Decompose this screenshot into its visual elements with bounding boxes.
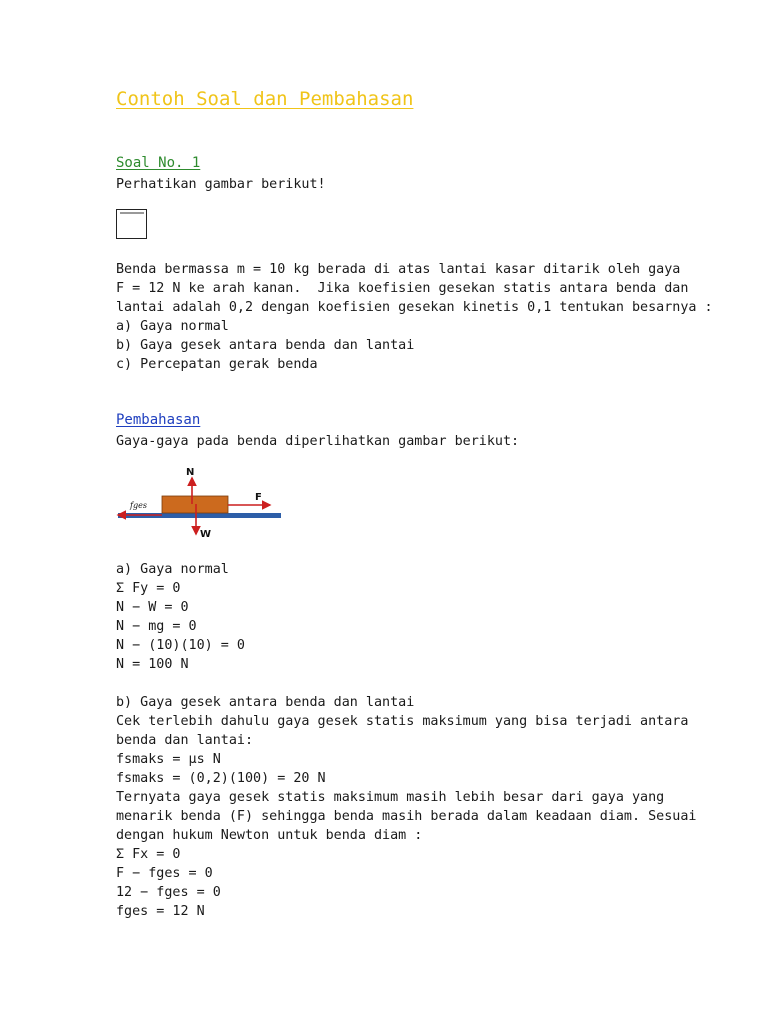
soal-intro: Perhatikan gambar berikut! <box>116 177 326 192</box>
block <box>162 496 228 513</box>
label-n: N <box>186 467 195 478</box>
soal-option-c: c) Percepatan gerak benda <box>116 357 318 372</box>
equation-line: N − mg = 0 <box>116 619 197 634</box>
pembahasan-intro: Gaya-gaya pada benda diperlihatkan gambar berikut: <box>116 434 520 449</box>
part-b-heading: b) Gaya gesek antara benda dan lantai <box>116 695 415 710</box>
equation-line: fges = 12 N <box>116 904 205 919</box>
explanation-line: dengan hukum Newton untuk benda diam : <box>116 828 423 843</box>
page-title: Contoh Soal dan Pembahasan <box>116 88 414 110</box>
pembahasan-heading[interactable]: Pembahasan <box>116 412 201 428</box>
equation-line: N − (10)(10) = 0 <box>116 638 245 653</box>
soal-text-line: lantai adalah 0,2 dengan koefisien gesekan kinetis 0,1 tentukan besarnya : <box>116 300 713 315</box>
equation-line: 12 − fges = 0 <box>116 885 221 900</box>
soal-text-line: F = 12 N ke arah kanan. Jika koefisien gesekan statis antara benda dan <box>116 281 689 296</box>
part-a-heading: a) Gaya normal <box>116 562 229 577</box>
equation-line: N − W = 0 <box>116 600 189 615</box>
explanation-line: benda dan lantai: <box>116 733 254 748</box>
label-w: W <box>200 529 212 540</box>
explanation-line: menarik benda (F) sehingga benda masih berada dalam keadaan diam. Sesuai <box>116 809 697 824</box>
soal-option-a: a) Gaya normal <box>116 319 229 334</box>
equation-line: fsmaks = (0,2)(100) = 20 N <box>116 771 326 786</box>
equation-line: Σ Fx = 0 <box>116 847 181 862</box>
soal-option-b: b) Gaya gesek antara benda dan lantai <box>116 338 415 353</box>
force-diagram <box>110 462 290 542</box>
label-f: F <box>255 492 262 503</box>
equation-line: N = 100 N <box>116 657 189 672</box>
explanation-line: Ternyata gaya gesek statis maksimum masih lebih besar dari gaya yang <box>116 790 665 805</box>
label-fges: fges <box>130 501 147 510</box>
soal-heading[interactable]: Soal No. 1 <box>116 155 201 171</box>
explanation-line: Cek terlebih dahulu gaya gesek statis maksimum yang bisa terjadi antara <box>116 714 689 729</box>
soal-text-line: Benda bermassa m = 10 kg berada di atas lantai kasar ditarik oleh gaya <box>116 262 681 277</box>
equation-line: fsmaks = μs N <box>116 752 221 767</box>
equation-line: Σ Fy = 0 <box>116 581 181 596</box>
equation-line: F − fges = 0 <box>116 866 213 881</box>
broken-image-icon <box>116 209 147 239</box>
